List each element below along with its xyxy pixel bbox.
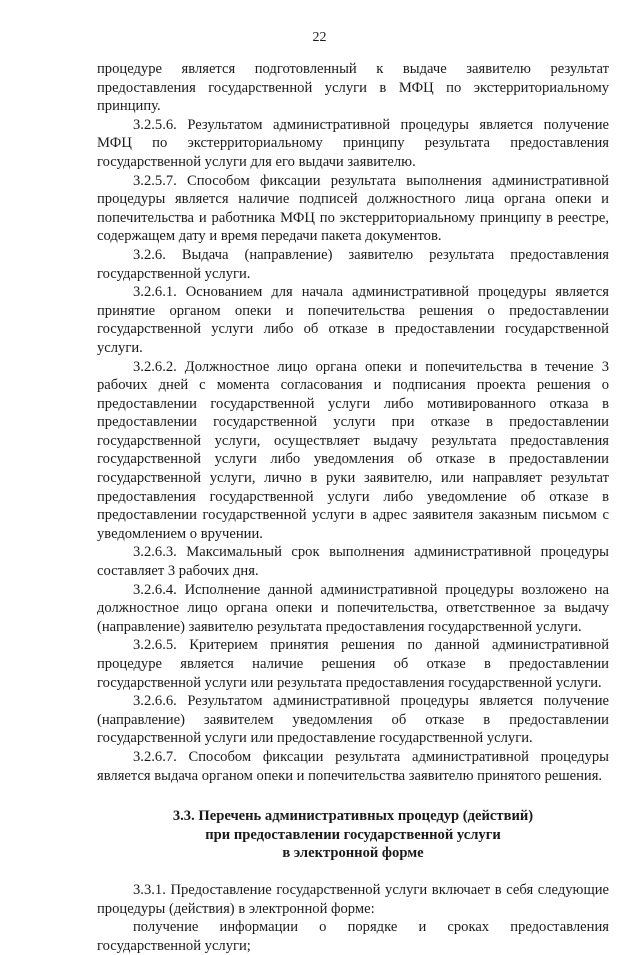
paragraph: процедуре является подготовленный к выдаче заявителю результат предоставления государственной услуги в МФЦ по экстерриториальному принципу. xyxy=(97,61,609,115)
paragraph: 3.2.5.6. Результатом административной процедуры является получение МФЦ по экстерриториальному принципу результата предоставления государственной услуги для его выдачи заявителю. xyxy=(97,116,609,170)
page-number: 22 xyxy=(312,30,327,45)
section-heading-line: при предоставлении государственной услуги xyxy=(205,826,501,843)
paragraph: 3.2.6.3. Максимальный срок выполнения административной процедуры составляет 3 рабочих дня. xyxy=(97,544,609,580)
section-heading-line: в электронной форме xyxy=(282,845,424,862)
paragraph: 3.2.6.2. Должностное лицо органа опеки и попечительства в течение 3 рабочих дней с момента согласования и подписания проекта решения о предоставлении государственной услуги либо мотивированного отказа в предоставлении государственной услуги при отказе в предоставлении государственной услуги, осуществляет выдачу результата предоставления государственной услуги либо уведомления об отказе в предоставлении государственной услуги, лично в руки заявителю, или направляет результат предоставления государственной услуги либо уведомление об отказе в предоставлении государственной услуги в адрес заявителя заказным письмом с уведомлением о вручении. xyxy=(97,358,609,542)
paragraph: получение информации о порядке и сроках предоставления государственной услуги; xyxy=(97,919,609,954)
section-heading-line: 3.3. Перечень административных процедур (действий) xyxy=(172,808,534,825)
paragraph: 3.2.6.7. Способом фиксации результата административной процедуры является выдача органом опеки и попечительства заявителю принятого решения. xyxy=(97,748,609,784)
paragraph: 3.2.6.5. Критерием принятия решения по данной административной процедуре является наличие решения об отказе в предоставлении государственной услуги или результата предоставления государственной услуги. xyxy=(97,637,609,691)
paragraph: 3.2.6.4. Исполнение данной административной процедуры возложено на должностное лицо органа опеки и попечительства, ответственное за выдачу (направление) заявителю результата предоставления государственной услуги. xyxy=(97,581,609,635)
paragraph: 3.2.6. Выдача (направление) заявителю результата предоставления государственной услуги. xyxy=(97,246,609,282)
document-body xyxy=(97,60,609,955)
paragraph: 3.2.6.1. Основанием для начала административной процедуры является принятие органом опеки и попечительства решения о предоставлении государственной услуги либо об отказе в предоставлении государственной услуги. xyxy=(97,284,609,356)
paragraph: 3.3.1. Предоставление государственной услуги включает в себя следующие процедуры (действия) в электронной форме: xyxy=(97,881,609,917)
paragraph: 3.2.5.7. Способом фиксации результата выполнения административной процедуры является наличие подписей должностного лица органа опеки и попечительства и работника МФЦ по экстерриториальному принципу в реестре, содержащем дату и время передачи пакета документов. xyxy=(97,172,609,245)
paragraph: 3.2.6.6. Результатом административной процедуры является получение (направление) заявителем уведомления об отказе в предоставлении государственной услуги или предоставление государственной услуги. xyxy=(97,693,609,747)
section-heading xyxy=(97,807,609,863)
